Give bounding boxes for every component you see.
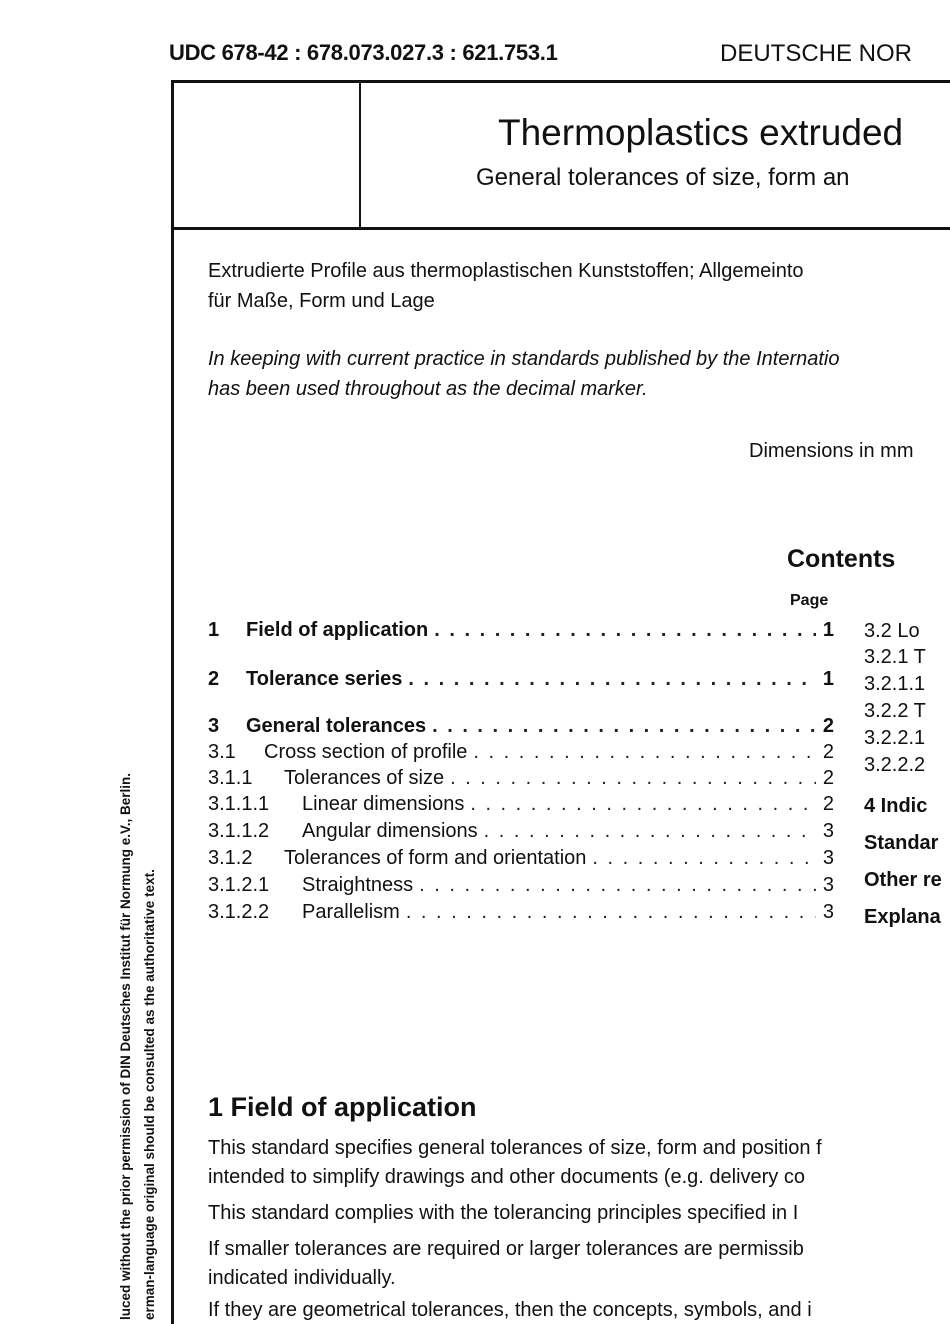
body-text-line: If smaller tolerances are required or larger tolerances are permissib xyxy=(208,1238,804,1260)
toc-entry-label: Angular dimensions xyxy=(302,820,478,842)
toc-entry[interactable] xyxy=(208,820,834,846)
toc-right-entry[interactable]: 3.2.2.1 xyxy=(864,727,926,749)
toc-entry-label: General tolerances xyxy=(246,715,427,737)
toc-entry-label: Tolerance series xyxy=(246,668,403,690)
standard-type-label: DEUTSCHE NOR xyxy=(720,40,913,67)
toc-right-entry[interactable]: Other re xyxy=(864,869,942,891)
contents-page-column-heading: Page xyxy=(790,592,829,609)
toc-dot-leader xyxy=(432,715,816,738)
toc-entry-page: 2 xyxy=(822,715,834,737)
body-text-line: intended to simplify drawings and other documents (e.g. delivery co xyxy=(208,1166,805,1188)
toc-entry[interactable] xyxy=(208,901,834,927)
toc-entry-number: 3.1.2 xyxy=(208,847,253,869)
toc-dot-leader xyxy=(419,874,816,897)
body-text-line: indicated individually. xyxy=(208,1267,396,1289)
copyright-notice-line-2: erman-language original should be consulted as the authoritative text. xyxy=(142,869,157,1320)
copyright-notice-line-1: luced without the prior permission of DIN Deutsches Institut für Normung e.V., Berlin. xyxy=(118,772,133,1320)
toc-entry-number: 3.1 xyxy=(208,741,236,763)
toc-entry-number: 3.1.1.1 xyxy=(208,793,270,815)
toc-entry-page: 3 xyxy=(822,901,834,923)
toc-entry-page: 1 xyxy=(822,668,834,690)
toc-entry-page: 3 xyxy=(822,820,834,842)
toc-dot-leader xyxy=(592,847,816,870)
toc-entry-label: Tolerances of form and orientation xyxy=(284,847,587,869)
toc-entry[interactable] xyxy=(208,668,834,694)
toc-entry[interactable] xyxy=(208,715,834,741)
toc-right-entry[interactable]: 3.2.2 T xyxy=(864,700,926,722)
toc-entry-label: Tolerances of size xyxy=(284,767,445,789)
toc-right-entry[interactable]: 3.2.1 T xyxy=(864,646,926,668)
document-subtitle: General tolerances of size, form an xyxy=(476,164,850,191)
toc-right-entry[interactable]: Standar xyxy=(864,832,939,854)
toc-entry-label: Straightness xyxy=(302,874,414,896)
toc-entry-page: 1 xyxy=(822,619,834,641)
body-text-line: This standard specifies general tolerances of size, form and position f xyxy=(208,1137,822,1159)
toc-entry-number: 3.1.2.1 xyxy=(208,874,270,896)
udc-classification: UDC 678-42 : 678.073.027.3 : 621.753.1 xyxy=(169,40,558,65)
contents-heading: Contents xyxy=(787,545,896,573)
body-text-line: If they are geometrical tolerances, then the concepts, symbols, and i xyxy=(208,1299,812,1321)
toc-dot-leader xyxy=(473,741,816,764)
toc-entry-number: 1 xyxy=(208,619,220,641)
decimal-note-line-2: has been used throughout as the decimal marker. xyxy=(208,378,648,400)
toc-entry-number: 2 xyxy=(208,668,220,690)
toc-entry-number: 3.1.2.2 xyxy=(208,901,270,923)
toc-right-entry[interactable]: Explana xyxy=(864,906,941,928)
toc-entry-label: Linear dimensions xyxy=(302,793,465,815)
toc-entry[interactable] xyxy=(208,639,834,665)
toc-entry-page: 2 xyxy=(822,741,834,763)
toc-entry-number: 3.1.1 xyxy=(208,767,253,789)
toc-right-entry[interactable]: 3.2 Lo xyxy=(864,620,920,642)
toc-entry-number: 3.1.1.2 xyxy=(208,820,270,842)
body-text-line: This standard complies with the tolerancing principles specified in I xyxy=(208,1202,799,1224)
title-block-frame xyxy=(171,80,950,230)
toc-entry[interactable] xyxy=(208,847,834,873)
dimensions-note: Dimensions in mm xyxy=(749,440,914,462)
toc-entry[interactable] xyxy=(208,767,834,793)
toc-entry-label: Field of application xyxy=(246,619,429,641)
toc-entry[interactable] xyxy=(208,741,834,767)
toc-right-entry[interactable]: 3.2.1.1 xyxy=(864,673,926,695)
german-title-line-2: für Maße, Form und Lage xyxy=(208,290,435,312)
toc-entry-page: 3 xyxy=(822,847,834,869)
toc-entry-label: Parallelism xyxy=(302,901,400,923)
toc-dot-leader xyxy=(470,793,816,816)
toc-right-entry[interactable]: 3.2.2.2 xyxy=(864,754,926,776)
toc-entry-label: Cross section of profile xyxy=(264,741,468,763)
left-margin-rule xyxy=(171,224,174,1324)
toc-entry[interactable] xyxy=(208,874,834,900)
decimal-note-line-1: In keeping with current practice in standards published by the Internatio xyxy=(208,348,840,370)
toc-entry[interactable] xyxy=(208,793,834,819)
toc-dot-leader xyxy=(406,901,816,924)
title-block-divider xyxy=(359,83,361,227)
toc-entry-number: 3 xyxy=(208,715,220,737)
toc-right-entry[interactable]: 4 Indic xyxy=(864,795,928,817)
toc-entry-page: 3 xyxy=(822,874,834,896)
toc-entry-page: 2 xyxy=(822,767,834,789)
document-title: Thermoplastics extruded xyxy=(498,112,904,153)
german-title-line-1: Extrudierte Profile aus thermoplastischen Kunststoffen; Allgemeinto xyxy=(208,260,804,282)
toc-dot-leader xyxy=(408,668,816,691)
section-heading: 1 Field of application xyxy=(208,1092,477,1122)
toc-dot-leader xyxy=(450,767,816,790)
toc-entry-page: 2 xyxy=(822,793,834,815)
toc-dot-leader xyxy=(484,820,816,843)
